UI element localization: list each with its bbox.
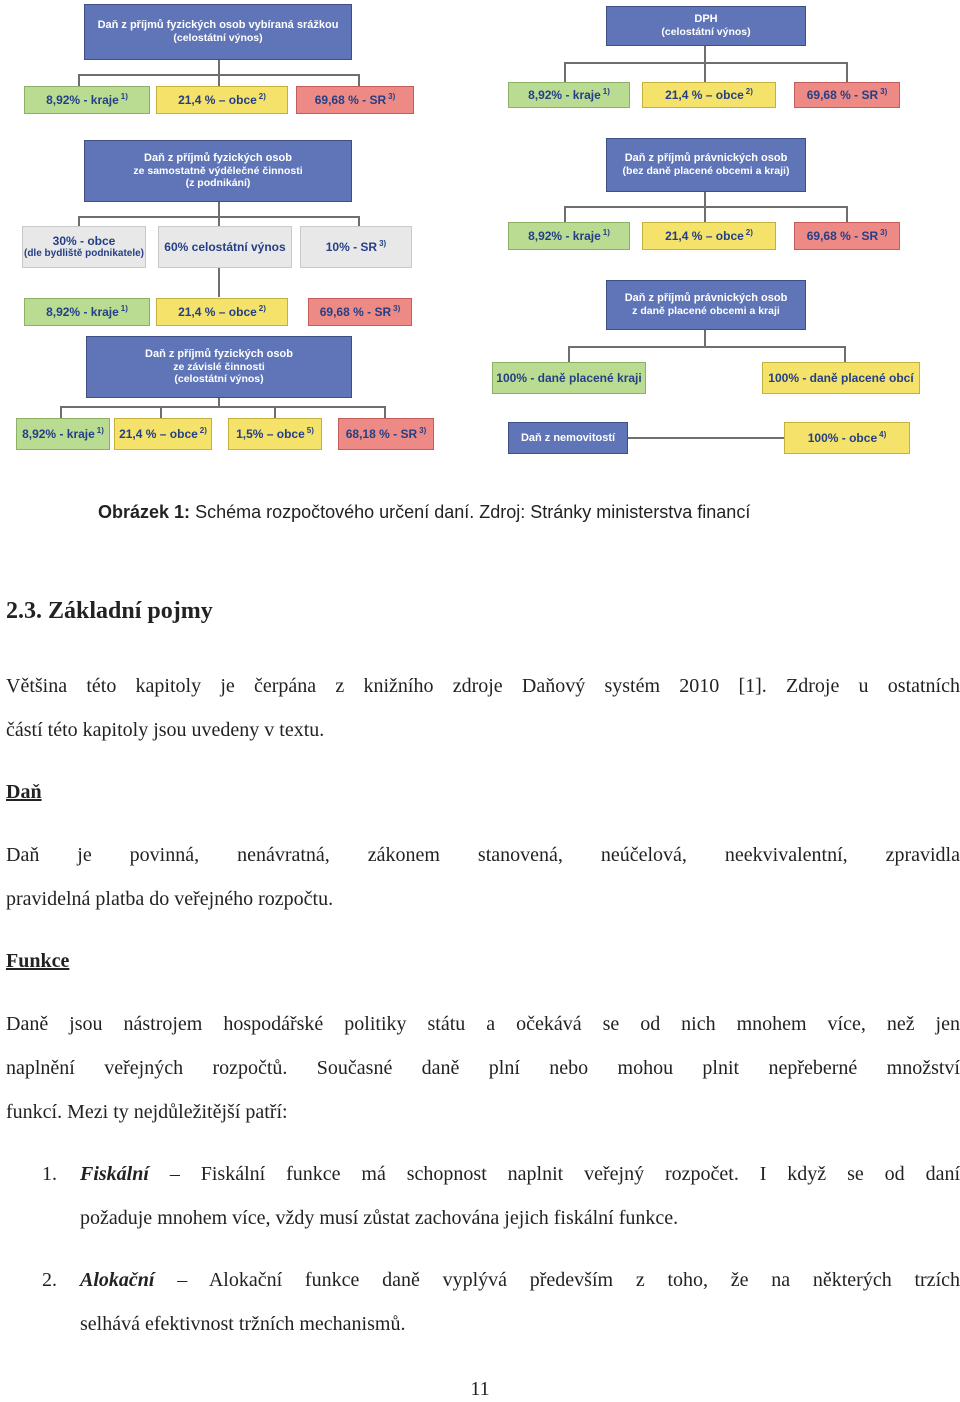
list-item-fiskalni-line-2: požaduje mnohem více, vždy musí zůstat zachována jejich fiskální funkce. [80,1207,679,1229]
share-kraje: 8,92% - kraje $^{1)}$ [16,418,110,450]
intro-line-2: částí této kapitoly jsou uvedeny v textu. [6,719,325,741]
share-obce: 21,4 % – obce $^{2)}$ [642,82,776,108]
funkce-line-3: funkcí. Mezi ty nejdůležitější patří: [6,1101,288,1123]
funkce-line-2: naplnění veřejných rozpočtů. Současné daně plní nebo mohou plnit nepřeberné množství [6,1057,960,1079]
share-obce-100-nem: 100% - obce $^{4)}$ [784,422,910,454]
heading-dan: Daň [6,781,42,803]
share-kraje: 8,92% - kraje $^{1)}$ [508,222,630,250]
share-sr: 68,18 % - SR $^{3)}$ [338,418,434,450]
share-obce-100: 100% - daně placené obcí [762,362,920,394]
share-kraje-100: 100% - daně placené kraji [492,362,646,394]
share-sr-10: 10% - SR $^{3)}$ [300,226,412,268]
share-obce: 21,4 % – obce $^{2)}$ [114,418,212,450]
header-po-bez: Daň z příjmů právnických osob (bez daně placené obcemi a kraji) [606,138,806,192]
figure-caption: Obrázek 1: Schéma rozpočtového určení daní. Zdroj: Stránky ministerstva financí [98,502,751,522]
dan-line-2: pravidelná platba do veřejného rozpočtu. [6,888,334,910]
share-sr: 69,68 % - SR $^{3)}$ [794,82,900,108]
header-fo-zavisla: Daň z příjmů fyzických osob ze závislé činnosti (celostátní výnos) [86,336,352,398]
dan-line-1: Daň je povinná, nenávratná, zákonem stanovená, neúčelová, neekvivalentní, zpravidla [6,844,960,866]
intro-line-1: Většina této kapitoly je čerpána z knižního zdroje Daňový systém 2010 [1]. Zdroje u ostatních [6,675,960,697]
heading-funkce: Funkce [6,950,70,972]
share-kraje: 8,92% - kraje $^{1)}$ [24,298,150,326]
share-obce: 21,4 % – obce $^{2)}$ [156,298,288,326]
header-fo-osvc: Daň z příjmů fyzických osob ze samostatně výdělečné činnosti (z podnikání) [84,140,352,202]
share-obce-1-5: 1,5% – obce $^{5)}$ [228,418,322,450]
list-item-alokacni-line-2: selhává efektivnost tržních mechanismů. [80,1313,406,1335]
page-number: 11 [470,1378,490,1400]
share-kraje: 8,92% - kraje $^{1)}$ [508,82,630,108]
list-number: 2. [42,1269,57,1291]
share-celostatni: 60% celostátní výnos [158,226,292,268]
header-fo-srazkou: Daň z příjmů fyzických osob vybíraná srážkou (celostátní výnos) [84,4,352,60]
share-sr: 69,68 % - SR $^{3)}$ [308,298,412,326]
header-po-z: Daň z příjmů právnických osob z daně placené obcemi a kraji [606,280,806,330]
list-item-fiskalni: Fiskální – Fiskální funkce má schopnost naplnit veřejný rozpočet. I když se od daní [80,1163,960,1185]
tax-allocation-diagram [0,0,960,470]
share-obce: 21,4 % – obce $^{2)}$ [642,222,776,250]
header-nemovitosti: Daň z nemovitostí [508,422,628,454]
list-number: 1. [42,1163,57,1185]
share-sr: 69,68 % - SR $^{3)}$ [296,86,414,114]
funkce-line-1: Daně jsou nástrojem hospodářské politiky státu a očekává se od nich mnohem více, než jen [6,1013,960,1035]
list-item-alokacni: Alokační – Alokační funkce daně vyplývá především z toho, že na některých trzích [80,1269,960,1291]
share-obce: 21,4 % – obce $^{2)}$ [156,86,288,114]
share-obce-bydliste: 30% - obce (dle bydliště podnikatele) [22,226,146,268]
header-dph: DPH (celostátní výnos) [606,6,806,46]
section-title: 2.3. Základní pojmy [6,598,213,624]
share-kraje: 8,92% - kraje $^{1)}$ [24,86,150,114]
share-sr: 69,68 % - SR $^{3)}$ [794,222,900,250]
